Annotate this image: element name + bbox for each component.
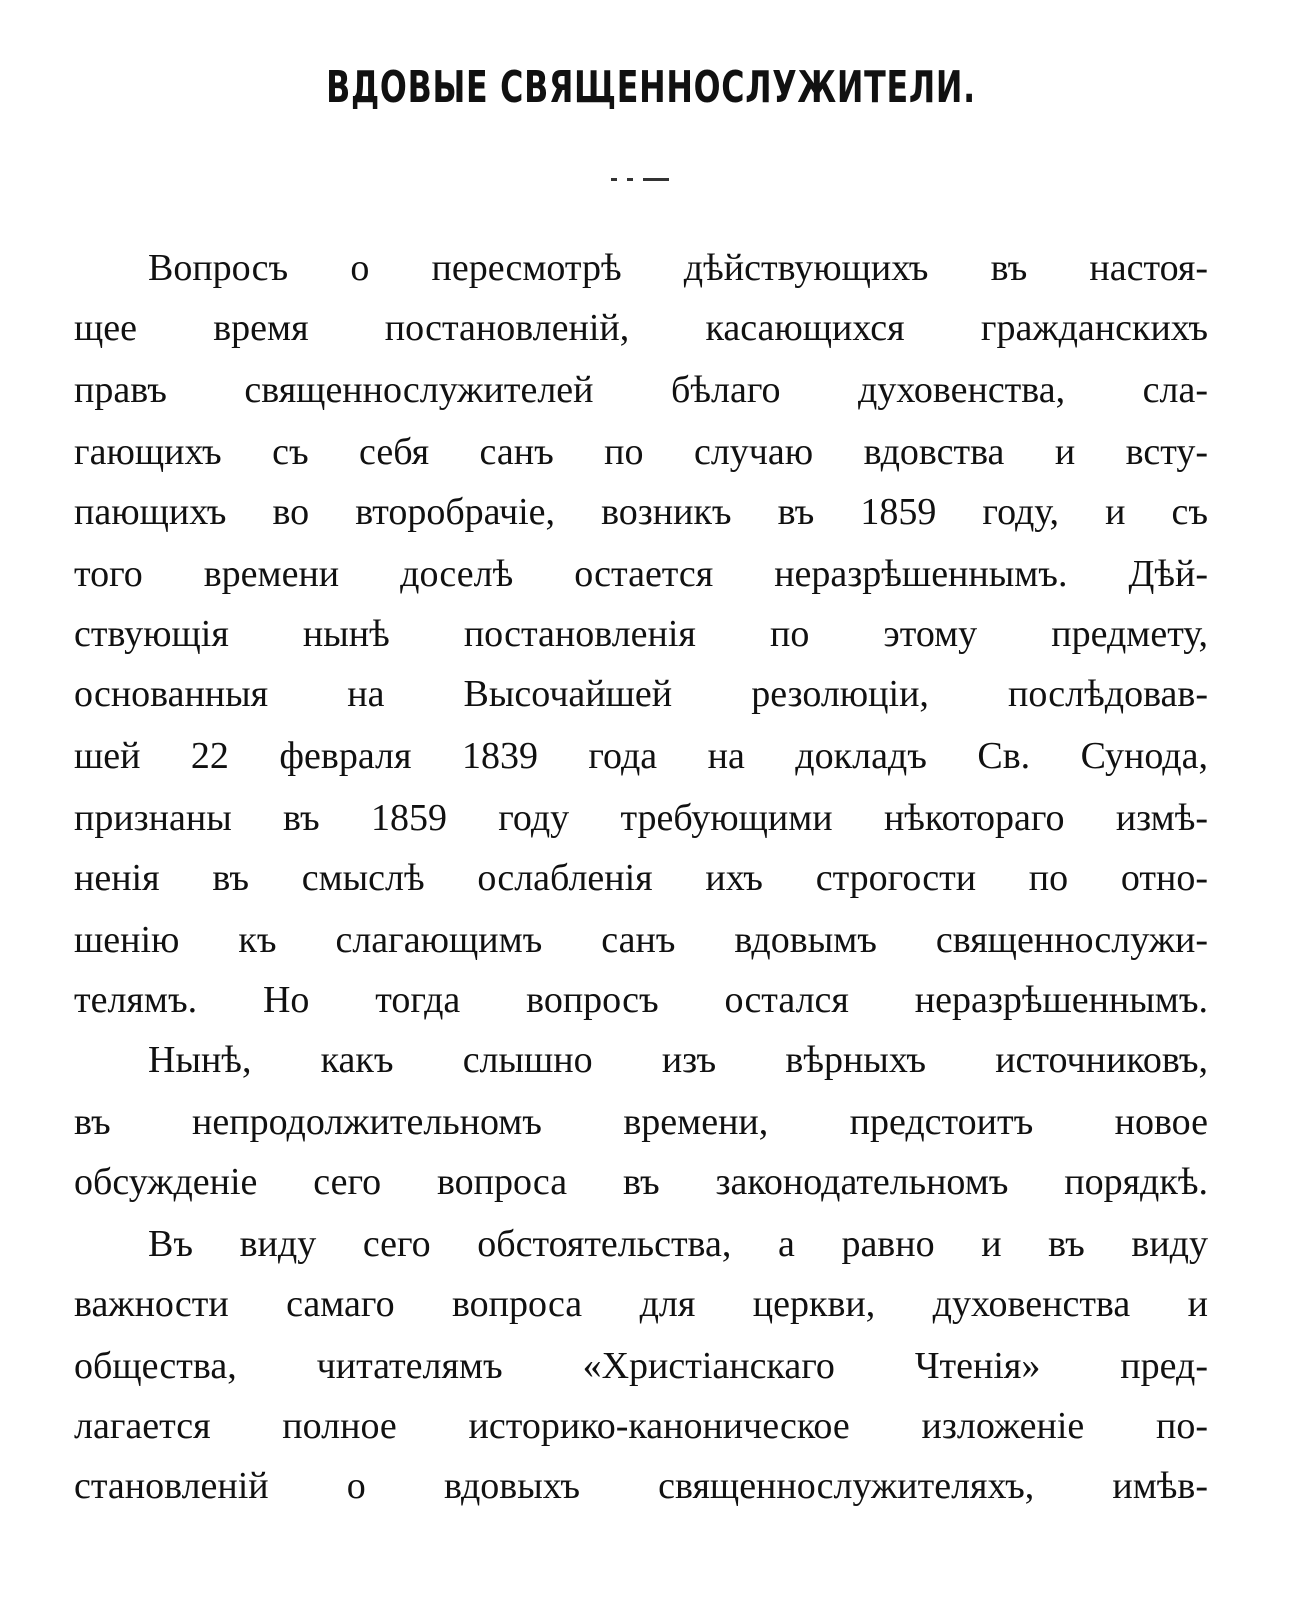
text-line: Вопросъ о пересмотрѣ дѣйствующихъ въ настоя- <box>148 247 1208 289</box>
text-line: въ непродолжительномъ времени, предстоитъ новое <box>74 1101 1208 1143</box>
text-line: лагается полное историко-каноническое изложеніе по- <box>74 1405 1208 1447</box>
text-line: правъ священнослужителей бѣлаго духовенства, сла- <box>74 369 1208 411</box>
text-line: того времени доселѣ остается неразрѣшеннымъ. Дѣй- <box>74 553 1208 595</box>
text-line: ненія въ смыслѣ ослабленія ихъ строгости по отно- <box>74 857 1208 899</box>
text-line: Нынѣ, какъ слышно изъ вѣрныхъ источниковъ, <box>148 1039 1208 1081</box>
page-title: ВДОВЫЕ СВЯЩЕННОСЛУЖИТЕЛИ. <box>326 62 976 113</box>
text-line: телямъ. Но тогда вопросъ остался неразрѣшеннымъ. <box>74 979 1208 1021</box>
text-line: гающихъ съ себя санъ по случаю вдовства и всту- <box>74 431 1208 473</box>
text-line: становленій о вдовыхъ священнослужителяхъ, имѣв- <box>74 1465 1208 1507</box>
text-line: обсужденіе сего вопроса въ законодательномъ порядкѣ. <box>74 1161 1208 1203</box>
text-line: признаны въ 1859 году требующими нѣкотораго измѣ- <box>74 797 1208 839</box>
text-line: основанныя на Высочайшей резолюціи, послѣдовав- <box>74 673 1208 715</box>
text-line: шей 22 февраля 1839 года на докладъ Св. Сунода, <box>74 735 1208 777</box>
title-divider <box>590 178 690 182</box>
text-line: общества, читателямъ «Христіанскаго Чтенія» пред- <box>74 1345 1208 1387</box>
text-line: Въ виду сего обстоятельства, а равно и въ виду <box>148 1223 1208 1265</box>
text-line: важности самаго вопроса для церкви, духовенства и <box>74 1283 1208 1325</box>
text-line: ствующія нынѣ постановленія по этому предмету, <box>74 613 1208 655</box>
text-line: щее время постановленій, касающихся гражданскихъ <box>74 307 1208 349</box>
text-line: шенію къ слагающимъ санъ вдовымъ священнослужи- <box>74 919 1208 961</box>
text-line: пающихъ во второбрачіе, возникъ въ 1859 году, и съ <box>74 491 1208 533</box>
